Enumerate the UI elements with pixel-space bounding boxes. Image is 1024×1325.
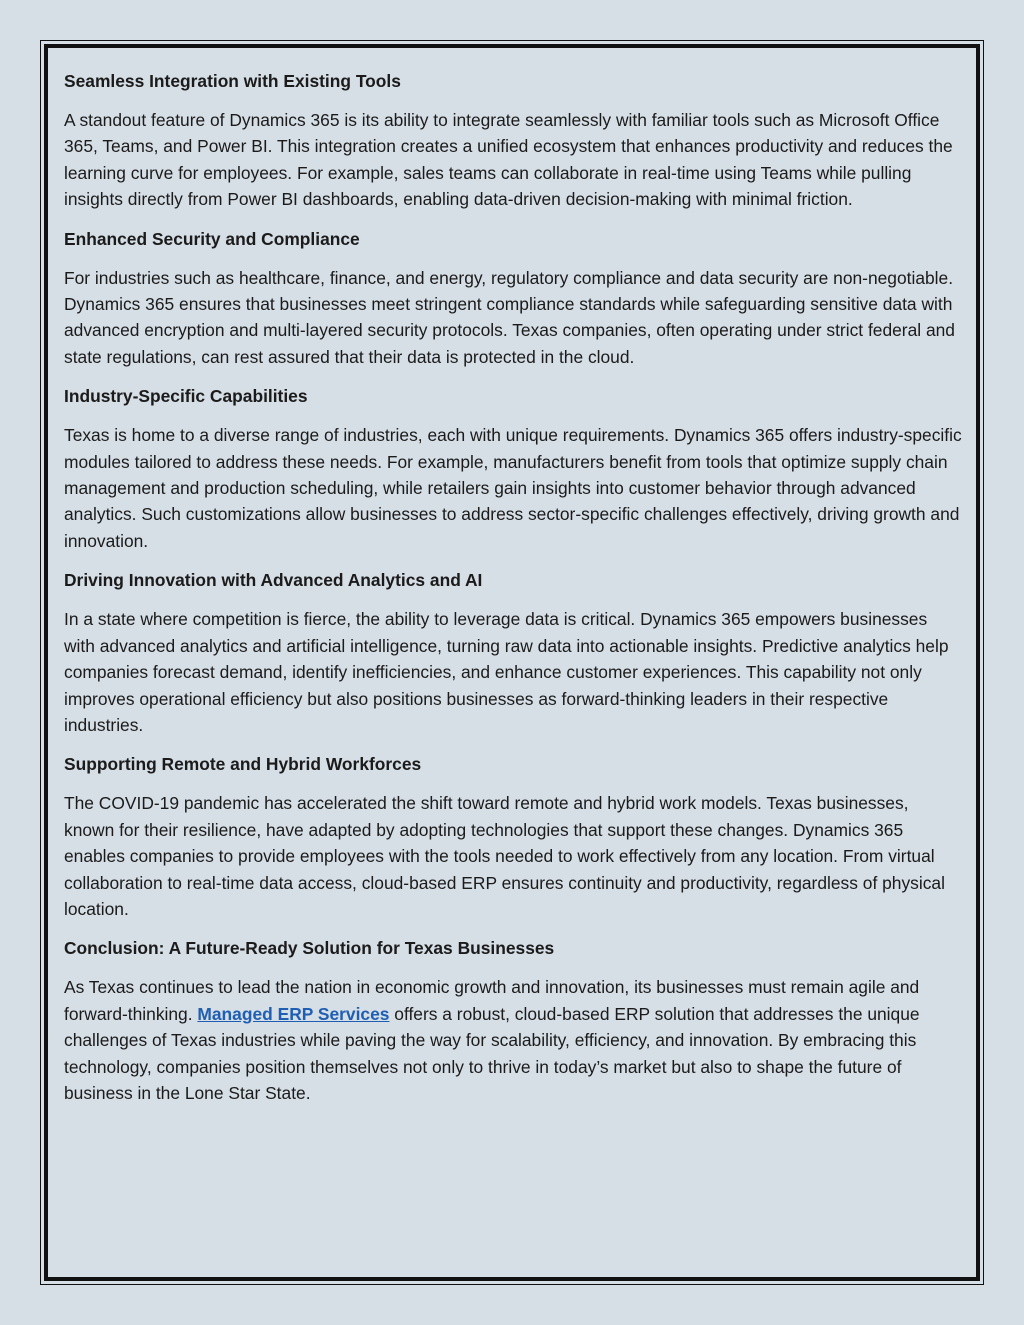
paragraph-security-compliance: For industries such as healthcare, finance, and energy, regulatory compliance and data security are non-negotiable. Dynamics 365 ensures that businesses meet stringent compliance standards while safeguarding sensitive data with advanced encryption and multi-layered security protocols. Texas companies, often operating under strict federal and state regulations, can rest assured that their data is protected in the cloud. bbox=[64, 267, 955, 367]
heading-conclusion: Conclusion: A Future-Ready Solution for Texas Businesses bbox=[64, 938, 555, 959]
paragraph-seamless-integration: A standout feature of Dynamics 365 is its ability to integrate seamlessly with familiar tools such as Microsoft Office 365, Teams, and Power BI. This integration creates a unified ecosystem that enhances productivity and reduces the learning curve for employees. For example, sales teams can collaborate in real-time using Teams while pulling insights directly from Power BI dashboards, enabling data-driven decision-making with minimal friction. bbox=[64, 110, 953, 210]
paragraph-remote-workforces: The COVID-19 pandemic has accelerated the shift toward remote and hybrid work models. Texas businesses, known for their resilience, have adapted by adopting technologies that support these changes. Dynamics 365 enables companies to provide employees with the tools needed to work effectively from any location. From virtual collaboration to real-time data access, cloud-based ERP ensures continuity and productivity, regardless of physical location. bbox=[64, 793, 945, 919]
paragraph-analytics-ai: In a state where competition is fierce, the ability to leverage data is critical. Dynamics 365 empowers businesses with advanced analytics and artificial intelligence, turning raw data into actionable insights. Predictive analytics help companies forecast demand, identify inefficiencies, and enhance customer experiences. This capability not only improves operational efficiency but also positions businesses as forward-thinking leaders in their respective industries. bbox=[64, 609, 949, 735]
heading-security-compliance: Enhanced Security and Compliance bbox=[64, 228, 360, 249]
heading-remote-workforces: Supporting Remote and Hybrid Workforces bbox=[64, 754, 422, 775]
paragraph-industry-capabilities: Texas is home to a diverse range of industries, each with unique requirements. Dynamics 365 offers industry-specific modules tailored to address these needs. For example, manufacturers benefit from tools that optimize supply chain management and production scheduling, while retailers gain insights into customer behavior through advanced analytics. Such customizations allow businesses to address sector-specific challenges effectively, driving growth and innovation. bbox=[64, 425, 962, 551]
paragraph-conclusion bbox=[64, 974, 962, 1106]
heading-seamless-integration: Seamless Integration with Existing Tools bbox=[64, 71, 401, 91]
conclusion-text-after-link: offers a robust, cloud-based ERP solution that addresses the unique challenges of Texas industries while paving the way for scalability, efficiency, and innovation. By embracing this technology, companies position themselves not only to thrive in today’s market but also to shape the future of business in the Lone Star State. bbox=[64, 1003, 920, 1103]
page-border-inner bbox=[44, 44, 980, 1281]
document-body bbox=[64, 68, 962, 1119]
page-border-outer bbox=[40, 40, 984, 1285]
managed-erp-services-link[interactable]: Managed ERP Services bbox=[197, 1003, 390, 1024]
heading-analytics-ai: Driving Innovation with Advanced Analytics and AI bbox=[64, 570, 483, 591]
conclusion-text-before-link: As Texas continues to lead the nation in economic growth and innovation, its businesses must remain agile and forward-thinking. bbox=[64, 977, 920, 1024]
heading-industry-capabilities: Industry-Specific Capabilities bbox=[64, 386, 308, 407]
